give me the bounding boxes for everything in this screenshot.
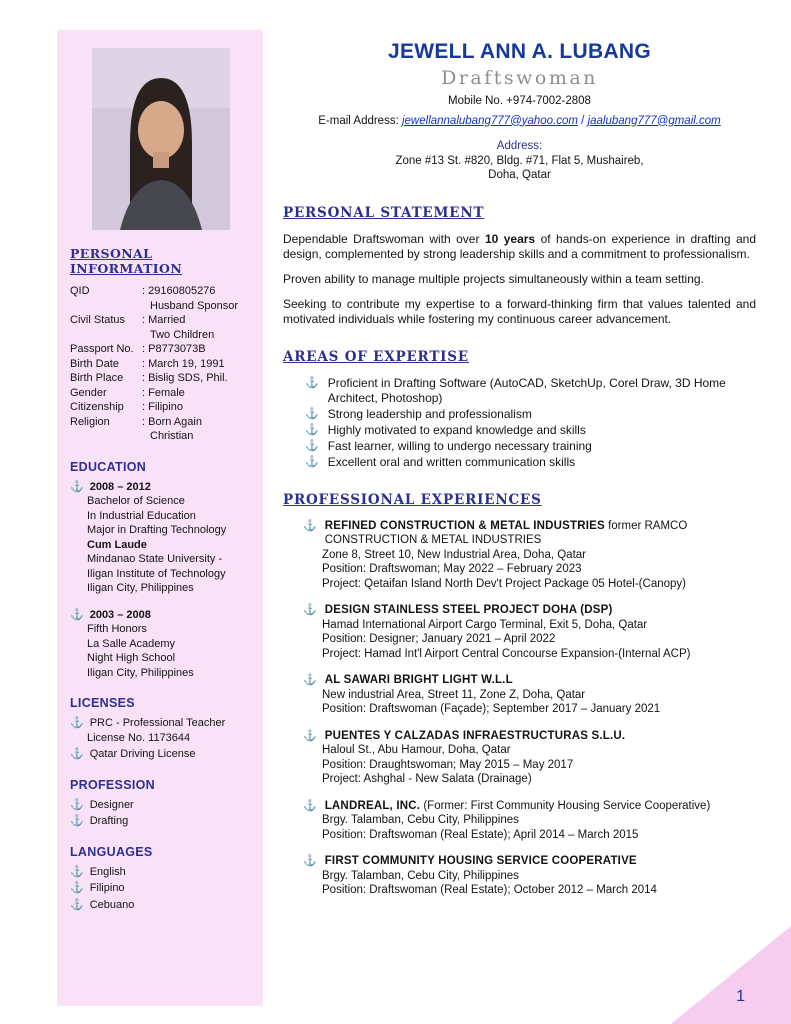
info-value-cont: Husband Sponsor	[150, 299, 239, 312]
info-label: Religion	[70, 415, 110, 428]
page-number: 1	[736, 988, 745, 1005]
info-label: Birth Place	[70, 372, 124, 384]
company-name: DESIGN STAINLESS STEEL PROJECT DOHA (DSP)	[324, 604, 613, 616]
anchor-icon: ⚓	[70, 882, 84, 894]
experience-details	[283, 743, 756, 787]
anchor-icon: ⚓	[303, 855, 317, 867]
education-line: Iligan City, Philippines	[87, 582, 194, 594]
license-item	[70, 747, 251, 762]
experience-line: Position: Draftswoman; May 2022 – February 2023	[322, 563, 582, 575]
experience-entry	[283, 799, 756, 843]
education-honor: Cum Laude	[87, 538, 147, 551]
experience-details	[283, 813, 756, 842]
education-period-line	[70, 480, 251, 495]
experience-line: New industrial Area, Street 11, Zone Z, Doha, Qatar	[322, 688, 586, 701]
statement-text: of hands-on experience in drafting and design, complemented by strong leadership skills and a commitment to professionalism.	[283, 231, 756, 261]
info-row	[70, 357, 251, 372]
info-row	[70, 400, 251, 415]
expertise-text: Strong leadership and professionalism	[327, 406, 532, 421]
email-link-yahoo[interactable]: jewellannalubang777@yahoo.com	[401, 114, 578, 127]
info-value: : March 19, 1991	[142, 357, 251, 372]
expertise-item	[305, 407, 756, 422]
info-label: QID	[70, 285, 90, 297]
info-value: : Bislig SDS, Phil.	[142, 371, 251, 386]
anchor-icon: ⚓	[305, 376, 319, 389]
anchor-icon: ⚓	[70, 798, 84, 811]
personal-information-title: PERSONAL INFORMATION	[70, 246, 183, 276]
profession-item	[70, 814, 251, 829]
info-label: Gender	[70, 386, 107, 399]
anchor-icon: ⚓	[70, 480, 84, 493]
personal-information-list	[70, 284, 251, 444]
anchor-icon: ⚓	[305, 423, 319, 436]
expertise-item	[305, 423, 756, 438]
statement-paragraph-3: Seeking to contribute my expertise to a forward-thinking firm that values talented and motivated individuals while fostering my continuous career advancement.	[283, 296, 756, 326]
expertise-title: AREAS OF EXPERTISE	[283, 348, 469, 365]
personal-statement-title: PERSONAL STATEMENT	[283, 204, 485, 221]
anchor-icon: ⚓	[303, 604, 317, 616]
education-line: In Industrial Education	[87, 509, 196, 522]
experience-details	[283, 869, 756, 898]
education-entry	[70, 480, 251, 596]
language-item	[70, 881, 251, 896]
anchor-icon: ⚓	[303, 674, 317, 686]
anchor-icon: ⚓	[70, 717, 84, 729]
anchor-icon: ⚓	[305, 455, 319, 468]
company-name-suffix: former RAMCO CONSTRUCTION & METAL INDUSTRIES	[324, 519, 688, 546]
experience-entry	[283, 519, 756, 592]
experience-entry	[283, 729, 756, 787]
info-value: : 29160805276	[142, 284, 251, 299]
info-row	[70, 386, 251, 401]
info-value: : Born Again	[142, 415, 251, 430]
company-name: LANDREAL, INC.	[324, 799, 421, 812]
info-row	[70, 371, 251, 386]
info-value: : P8773073B	[142, 342, 251, 357]
statement-bold-text: 10 years	[484, 231, 536, 246]
anchor-icon: ⚓	[70, 608, 84, 621]
address-line-2: Doha, Qatar	[488, 169, 551, 181]
profession-text: Drafting	[89, 815, 129, 827]
education-line: Iligan Institute of Technology	[87, 567, 226, 580]
experience-entry	[283, 603, 756, 661]
personal-statement-section	[283, 205, 756, 327]
experience-title: PROFESSIONAL EXPERIENCES	[283, 491, 542, 508]
education-details	[70, 622, 251, 680]
license-cont: License No. 1173644	[87, 731, 191, 744]
language-text: Cebuano	[89, 898, 135, 911]
education-line: Bachelor of Science	[87, 495, 185, 507]
company-name: REFINED CONSTRUCTION & METAL INDUSTRIES	[324, 519, 605, 532]
license-line	[70, 747, 251, 762]
experience-line: Project: Ashghal - New Salata (Drainage)	[322, 773, 532, 785]
license-item	[70, 716, 251, 745]
experience-company-line	[283, 799, 756, 814]
expertise-item	[305, 439, 756, 454]
address-label: Address:	[496, 140, 543, 152]
anchor-icon: ⚓	[303, 729, 317, 742]
company-name: AL SAWARI BRIGHT LIGHT W.L.L	[324, 674, 513, 686]
anchor-icon: ⚓	[305, 407, 319, 420]
education-line: Fifth Honors	[87, 623, 147, 635]
email-link-gmail[interactable]: jaalubang777@gmail.com	[587, 114, 721, 127]
email-line	[283, 114, 756, 129]
expertise-text: Highly motivated to expand knowledge and skills	[327, 422, 586, 437]
experience-company	[325, 854, 637, 869]
experience-line: Brgy. Talamban, Cebu City, Philippines	[322, 814, 519, 826]
experience-line: Project: Hamad Int'l Airport Central Concourse Expansion-(Internal ACP)	[322, 647, 691, 660]
expertise-text: Excellent oral and written communication skills	[327, 454, 576, 469]
experience-entry	[283, 673, 756, 717]
info-row	[70, 342, 251, 357]
profile-photo	[92, 48, 230, 230]
job-title: Draftswoman	[441, 67, 598, 89]
anchor-icon: ⚓	[70, 898, 84, 911]
info-value-cont: Christian	[150, 430, 194, 442]
experience-line: Position: Draftswoman (Real Estate); October 2012 – March 2014	[322, 884, 657, 896]
experience-line: Project: Qetaifan Island North Dev't Project Package 05 Hotel-(Canopy)	[322, 577, 686, 590]
main-content	[283, 40, 756, 910]
education-line: Mindanao State University -	[87, 553, 223, 565]
expertise-section	[283, 349, 756, 470]
expertise-item	[305, 455, 756, 470]
experience-line: Position: Draftswoman (Façade); September 2017 – January 2021	[322, 703, 661, 715]
corner-decoration	[671, 926, 791, 1024]
education-line: La Salle Academy	[87, 637, 176, 650]
education-line: Iligan City, Philippines	[87, 666, 194, 679]
sidebar	[57, 30, 263, 1006]
anchor-icon: ⚓	[70, 748, 84, 760]
company-name: FIRST COMMUNITY HOUSING SERVICE COOPERATIVE	[324, 855, 637, 867]
education-title: EDUCATION	[70, 459, 147, 474]
info-row	[70, 284, 251, 313]
profession-item	[70, 798, 251, 813]
profession-title: PROFESSION	[70, 777, 155, 792]
expertise-list	[283, 376, 756, 470]
experience-section	[283, 492, 756, 898]
info-label: Citizenship	[70, 401, 124, 413]
info-value: : Married	[142, 313, 251, 328]
experience-line: Position: Designer; January 2021 – April 2022	[322, 633, 556, 645]
company-name: PUENTES Y CALZADAS INFRAESTRUCTURAS S.L.U.	[324, 729, 626, 742]
experience-company-line	[283, 673, 756, 688]
anchor-icon: ⚓	[303, 799, 317, 812]
experience-company	[325, 519, 756, 548]
info-value-cont: Two Children	[150, 328, 215, 341]
experience-line: Haloul St., Abu Hamour, Doha, Qatar	[322, 744, 511, 756]
experience-company-line	[283, 854, 756, 869]
license-line	[70, 716, 251, 731]
education-details	[70, 494, 251, 596]
statement-text: Dependable Draftswoman with over	[283, 231, 485, 246]
info-label: Civil Status	[70, 314, 126, 326]
email-label: E-mail Address:	[318, 114, 402, 127]
experience-details	[283, 688, 756, 717]
licenses-title: LICENSES	[70, 696, 135, 710]
experience-company	[325, 729, 626, 744]
expertise-item	[305, 376, 756, 406]
experience-entry	[283, 854, 756, 898]
info-label: Birth Date	[70, 357, 119, 370]
language-item	[70, 898, 251, 913]
email-separator: /	[577, 114, 588, 127]
language-item	[70, 865, 251, 880]
anchor-icon: ⚓	[70, 865, 84, 878]
person-name: JEWELL ANN A. LUBANG	[387, 40, 652, 63]
experience-company-line	[283, 519, 756, 548]
experience-company-line	[283, 603, 756, 618]
education-line: Major in Drafting Technology	[87, 524, 227, 536]
languages-title: LANGUAGES	[70, 844, 153, 859]
statement-paragraph-2: Proven ability to manage multiple projects simultaneously within a team setting.	[283, 271, 704, 286]
license-text: PRC - Professional Teacher	[89, 717, 226, 729]
anchor-icon: ⚓	[70, 815, 84, 827]
experience-details	[283, 618, 756, 662]
education-line: Night High School	[87, 652, 176, 664]
experience-company-line	[283, 729, 756, 744]
language-text: Filipino	[89, 882, 125, 894]
experience-company	[325, 603, 613, 618]
expertise-text: Proficient in Drafting Software (AutoCAD, SketchUp, Corel Draw, 3D Home Architect, Photoshop)	[327, 375, 726, 405]
experience-company	[325, 673, 513, 688]
expertise-text: Fast learner, willing to undergo necessary training	[327, 438, 592, 453]
license-text: Qatar Driving License	[89, 748, 196, 760]
address-line-1: Zone #13 St. #820, Bldg. #71, Flat 5, Mushaireb,	[395, 154, 644, 167]
mobile-number: Mobile No. +974-7002-2808	[448, 95, 591, 107]
education-period: 2003 – 2008	[89, 608, 151, 621]
experience-line: Position: Draftswoman (Real Estate); April 2014 – March 2015	[322, 828, 639, 841]
anchor-icon: ⚓	[305, 439, 319, 452]
info-row	[70, 415, 251, 444]
statement-paragraph-1	[283, 232, 756, 262]
experience-details	[283, 548, 756, 592]
experience-line: Brgy. Talamban, Cebu City, Philippines	[322, 869, 519, 882]
education-entry	[70, 608, 251, 681]
experience-company	[325, 799, 711, 814]
info-label: Passport No.	[70, 343, 134, 355]
language-text: English	[89, 865, 126, 878]
info-value: : Filipino	[142, 400, 251, 415]
education-period: 2008 – 2012	[89, 480, 151, 493]
info-value: : Female	[142, 386, 251, 401]
info-row	[70, 313, 251, 342]
experience-line: Zone 8, Street 10, New Industrial Area, Doha, Qatar	[322, 548, 587, 561]
profession-text: Designer	[89, 798, 134, 811]
experience-line: Position: Draughtswoman; May 2015 – May 2017	[322, 758, 574, 771]
anchor-icon: ⚓	[303, 519, 317, 532]
company-name-suffix: (Former: First Community Housing Service Cooperative)	[420, 799, 711, 812]
education-period-line	[70, 608, 251, 623]
experience-line: Hamad International Airport Cargo Terminal, Exit 5, Doha, Qatar	[322, 618, 648, 631]
resume-header	[283, 40, 756, 183]
